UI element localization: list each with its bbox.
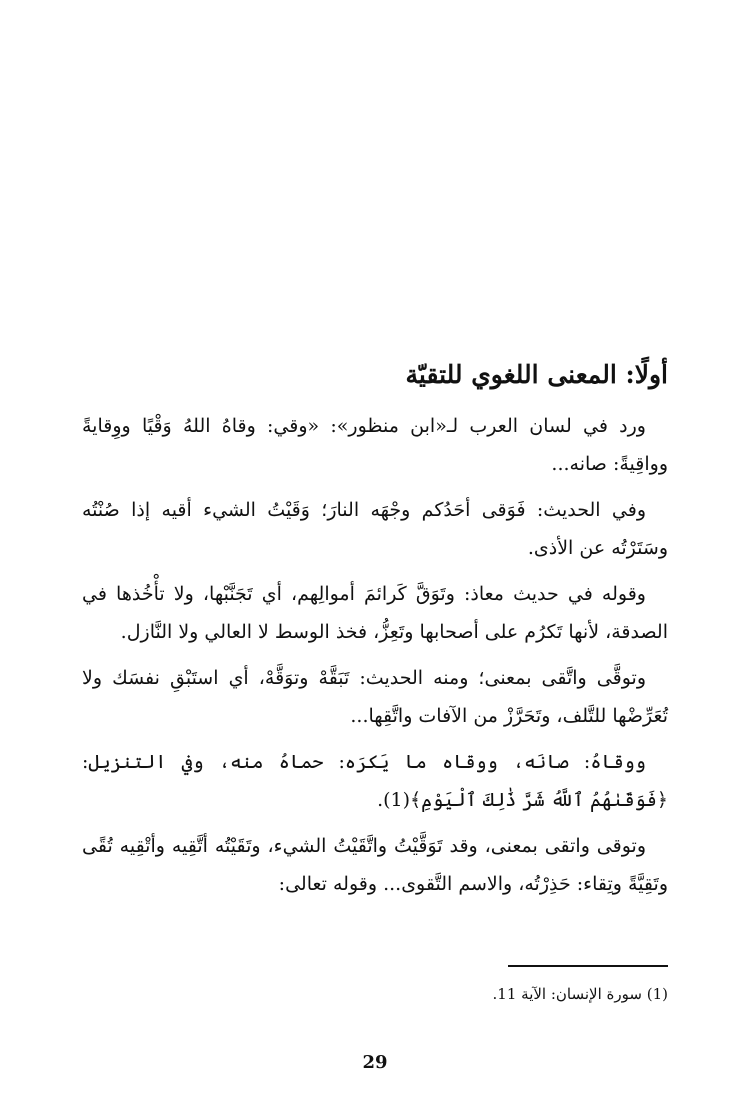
paragraph-6: وتوقى واتقى بمعنى، وقد تَوَقَّيْتُ واتَّقَيْتُ الشيء، وتَقَيْتُه أتَّقِيه وأتْقِيه تُقًى وتَقِيَّةً وتِقاء: حَذِرْتُه، والاسم التَّقوى... وقوله تعالى: xyxy=(82,835,668,895)
paragraph-2: وفي الحديث: فَوَقى أحَدُكم وجْهَه النارَ؛ وَقَيْتُ الشيء أقيه إذا صُنْتُه وسَتَرْتُه عن الأذى. xyxy=(82,499,668,559)
main-content xyxy=(82,355,668,911)
paragraph-1: ورد في لسان العرب لـ«ابن منظور»: «وقي: وقاهُ اللهُ وَقْيًا ووِقايةً وواقِيةً: صانه... xyxy=(82,415,668,475)
section-title: أولًا: المعنى اللغوي للتقيّة xyxy=(405,360,668,389)
paragraph-3: وقوله في حديث معاذ: وتَوَقَّ كَرائمَ أموالِهم، أي تَجَنَّبْها، ولا تأْخُذها في الصدقة، لأنها تَكرُم على أصحابها وتَعِزُّ، فخذ الوسط لا العالي ولا النَّازل. xyxy=(82,583,668,643)
footnote-area xyxy=(82,965,668,1007)
paragraph-5: ووقاهُ: صانَه، ووقاه ما يَكرَه: حماهُ منه، وفي التنزيل: ﴿فَوَقَىٰهُمُ ٱللَّهُ شَرَّ ذَٰلِكَ ٱلْيَوْمِ﴾(1). xyxy=(82,751,668,811)
footnote: (1) سورة الإنسان: الآية 11. xyxy=(492,985,668,1003)
page-number: 29 xyxy=(362,1052,388,1073)
footnote-divider xyxy=(508,965,668,967)
paragraph-4: وتوقَّى واتَّقى بمعنى؛ ومنه الحديث: تَبَقَّهْ وتوَقَّهْ، أي استَبْقِ نفسَك ولا تُعَرِّضْها للتَّلف، وتَحَرَّزْ من الآفات واتَّقِها... xyxy=(82,667,668,727)
